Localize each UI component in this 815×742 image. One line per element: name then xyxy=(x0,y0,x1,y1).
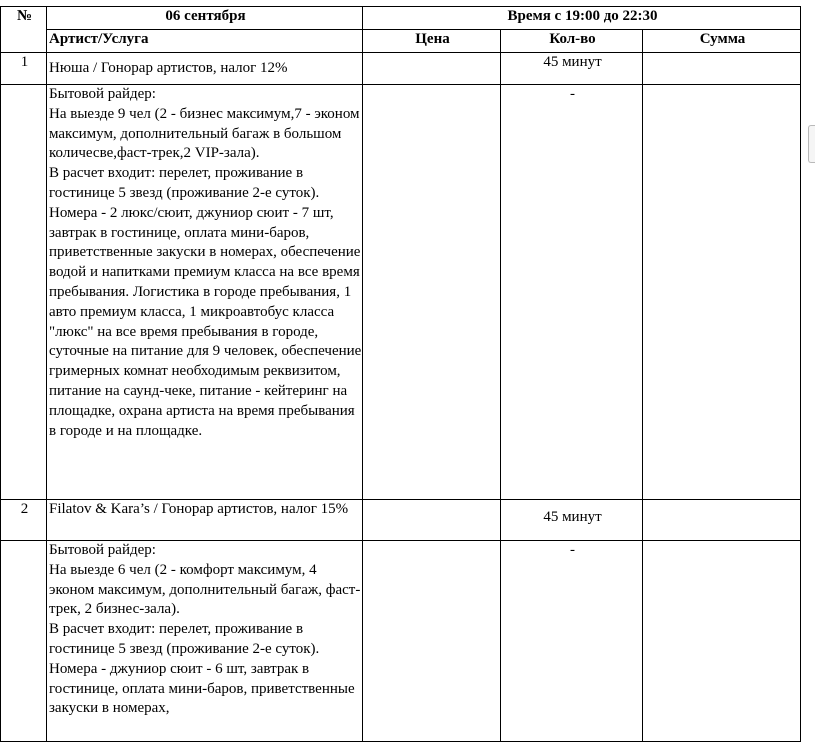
artist-cell: Filatov & Kara’s / Гонорар артистов, налог 15% xyxy=(47,500,363,541)
side-panel-handle[interactable] xyxy=(808,125,815,163)
qty-cell: 45 минут xyxy=(501,500,643,541)
row-number: 2 xyxy=(1,500,47,541)
table-row-artist-2 xyxy=(1,500,801,541)
qty-cell: 45 минут xyxy=(501,53,643,85)
sum-column-header: Сумма xyxy=(643,30,801,53)
time-header: Время с 19:00 до 22:30 xyxy=(363,7,801,30)
date-header: 06 сентября xyxy=(47,7,363,30)
rider-cell: Бытовой райдер: На выезде 6 чел (2 - комфорт максимум, 4 эконом максимум, дополнительный багаж, фаст-трек, 2 бизнес-зала). В расчет входит: перелет, проживание в гостинице 5 звезд (проживание 2-е суток). Номера - джуниор сюит - 6 шт, завтрак в гостинице, оплата мини-баров, приветственные закуски в номерах, xyxy=(47,541,363,742)
header-row-date xyxy=(1,7,801,30)
price-cell xyxy=(363,500,501,541)
row-number xyxy=(1,541,47,742)
rider-cell: Бытовой райдер: На выезде 9 чел (2 - бизнес максимум,7 - эконом максимум, дополнительный багаж в большом количесве,фаст-трек,2 VIP-зала). В расчет входит: перелет, проживание в гостинице 5 звезд (проживание 2-е суток). Номера - 2 люкс/сюит, джуниор сюит - 7 шт, завтрак в гостинице, оплата мини-баров, приветственные закуски в номерах, обеспечение водой и напитками премиум класса на все время пребывания. Логистика в городе пребывания, 1 авто премиум класса, 1 микроавтобус класса "люкс" на все время пребывания в городе, суточные на питание для 9 человек, обеспечение гримерных комнат необходимым реквизитом, питание на саунд-чеке, питание - кейтеринг на площадке, охрана артиста на время пребывания в городе и на площадке. xyxy=(47,85,363,500)
header-row-columns xyxy=(1,30,801,53)
sum-cell xyxy=(643,541,801,742)
table-row-rider-1 xyxy=(1,85,801,500)
artist-column-header: Артист/Услуга xyxy=(47,30,363,53)
price-column-header: Цена xyxy=(363,30,501,53)
qty-cell: - xyxy=(501,541,643,742)
sum-cell xyxy=(643,53,801,85)
price-cell xyxy=(363,53,501,85)
qty-cell: - xyxy=(501,85,643,500)
sum-cell xyxy=(643,85,801,500)
table-row-artist-1 xyxy=(1,53,801,85)
row-number xyxy=(1,85,47,500)
artist-cell: Нюша / Гонорар артистов, налог 12% xyxy=(47,53,363,85)
sum-cell xyxy=(643,500,801,541)
number-header: № xyxy=(1,7,47,53)
estimate-table xyxy=(0,6,801,742)
qty-column-header: Кол-во xyxy=(501,30,643,53)
price-cell xyxy=(363,85,501,500)
row-number: 1 xyxy=(1,53,47,85)
table-row-rider-2 xyxy=(1,541,801,742)
price-cell xyxy=(363,541,501,742)
